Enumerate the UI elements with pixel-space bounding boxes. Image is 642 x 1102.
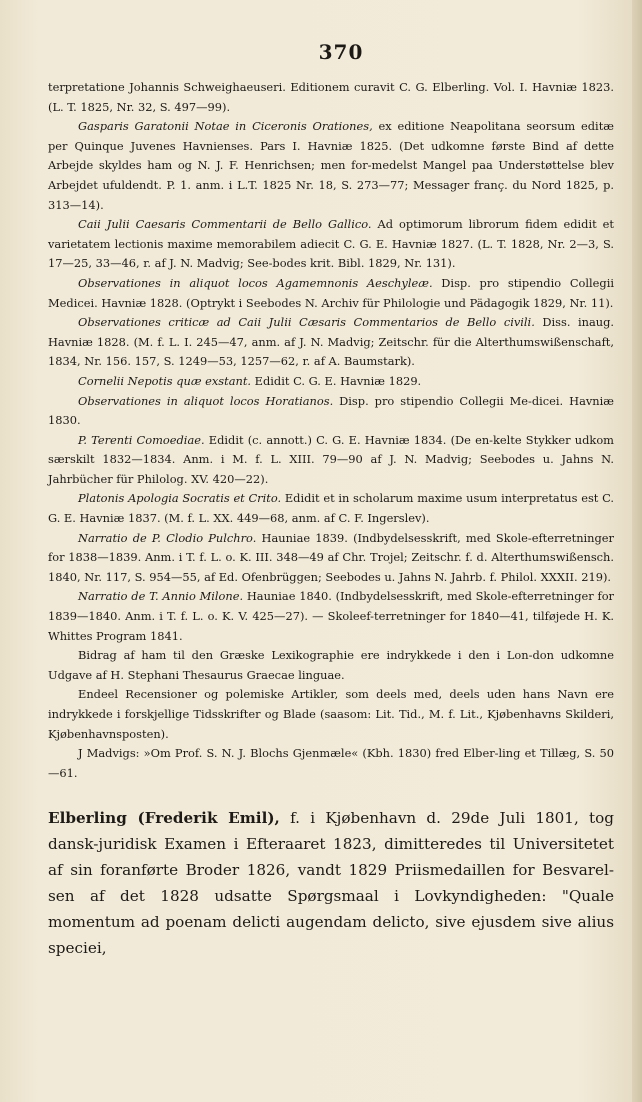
paragraph-6: Cornelii Nepotis quæ exstant. Edidit C. G. E. Havniæ 1829. xyxy=(78,373,422,388)
paragraph-3: Caii Julii Caesaris Commentarii de Bello Gallico. Ad optimorum librorum fidem edidit et varietatem lectionis maxime memorabilem adiecit C. G. E. Havniæ 1827. (L. T. 1828, Nr. 2—3, S. 17—25, 33—46, r. af J. N. Madvig; See-bodes krit. Bibl. 1829, Nr. 131). xyxy=(48,217,614,271)
biography-entry xyxy=(48,805,614,961)
entry-text: f. i Kjøbenhavn d. 29de Juli 1801, tog dansk-juridisk Examen i Efteraaret 1823, dimitteredes til Universitetet af sin foranførte Broder 1826, vandt 1829 Priismedaillen for Besvarel-sen af det 1828 udsatte Spørgsmaal i Lovkyndigheden: "Quale momentum ad poenam delicti augendam delicto, sive ejusdem sive alius speciei, xyxy=(48,809,614,958)
entry-name: Elberling (Frederik Emil), xyxy=(48,809,280,828)
paragraph-13: Endeel Recensioner og polemiske Artikler, som deels med, deels uden hans Navn ere indrykkede i forskjellige Tidsskrifter og Blade (saasom: Lit. Tid., M. f. Lit., Kjøbenhavns Skilderi, Kjøbenhavnsposten). xyxy=(48,687,614,741)
paragraph-4: Observationes in aliquot locos Agamemnonis Aeschyleæ. Disp. pro stipendio Collegii Medicei. Havniæ 1828. (Optrykt i Seebodes N. Archiv für Philologie und Pädagogik 1829, Nr. 11). xyxy=(48,275,614,310)
bibliography-body xyxy=(48,78,614,783)
paragraph-2: Gasparis Garatonii Notae in Ciceronis Orationes, ex editione Neapolitana seorsum editæ per Quinque Juvenes Havnienses. Pars I. Havniæ 1825. (Det udkomne første Bind af dette Arbejde skyldes ham og N. J. F. Henrichsen; men for-medelst Mangel paa Understøttelse blev Arbejdet ufuldendt. P. 1. anm. i L.T. 1825 Nr. 18, S. 273—77; Messager franç. du Nord 1825, p. 313—14). xyxy=(48,119,614,212)
paragraph-12: Bidrag af ham til den Græske Lexikographie ere indrykkede i den i Lon-don udkomne Udgave af H. Stephani Thesaurus Graecae linguae. xyxy=(48,648,614,682)
paragraph-8: P. Terenti Comoediae. Edidit (c. annott.) C. G. E. Havniæ 1834. (De en-kelte Stykker udkom særskilt 1832—1834. Anm. i M. f. L. XIII. 79—90 af J. N. Madvig; Seebodes u. Jahns N. Jahrbücher für Philolog. XV. 420—22). xyxy=(48,432,614,486)
paragraph-1: terpretatione Johannis Schweighaeuseri. Editionem curavit C. G. Elberling. Vol. I. Havniæ 1823. (L. T. 1825, Nr. 32, S. 497—99). xyxy=(48,80,614,114)
paragraph-9: Platonis Apologia Socratis et Crito. Edidit et in scholarum maxime usum interpretatus est C. G. E. Havniæ 1837. (M. f. L. XX. 449—68, anm. af C. F. Ingerslev). xyxy=(48,491,615,526)
paragraph-5: Observationes criticæ ad Caii Julii Cæsaris Commentarios de Bello civili. Diss. inaug. Havniæ 1828. (M. f. L. I. 245—47, anm. af J. N. Madvig; Zeitschr. für die Alterthumswißenschaft, 1834, Nr. 156. 157, S. 1249—53, 1257—62, r. af A. Baumstark). xyxy=(48,315,614,369)
paragraph-11: Narratio de T. Annio Milone. Hauniae 1840. (Indbydelsesskrift, med Skole-efterretninger for 1839—1840. Anm. i T. f. L. o. K. V. 425—27). — Skoleef-terretninger for 1840—41, tilføjede H. K. Whittes Program 1841. xyxy=(48,589,614,643)
page-number: 370 xyxy=(318,40,364,64)
paragraph-7: Observationes in aliquot locos Horatianos. Disp. pro stipendio Collegii Me-dicei. Havniæ 1830. xyxy=(48,393,614,428)
page-edge xyxy=(632,0,642,1102)
paragraph-14: J Madvigs: »Om Prof. S. N. J. Blochs Gjenmæle« (Kbh. 1830) fred Elber-ling et Tillæg, S. 50—61. xyxy=(48,746,614,780)
paragraph-10: Narratio de P. Clodio Pulchro. Hauniae 1839. (Indbydelsesskrift, med Skole-efterretninger for 1838—1839. Anm. i T. f. L. o. K. III. 348—49 af Chr. Trojel; Zeitschr. f. d. Alterthumswißensch. 1840, Nr. 117, S. 954—55, af Ed. Ofenbrüggen; Seebodes u. Jahns N. Jahrb. f. Philol. XXXII. 219). xyxy=(48,530,614,584)
